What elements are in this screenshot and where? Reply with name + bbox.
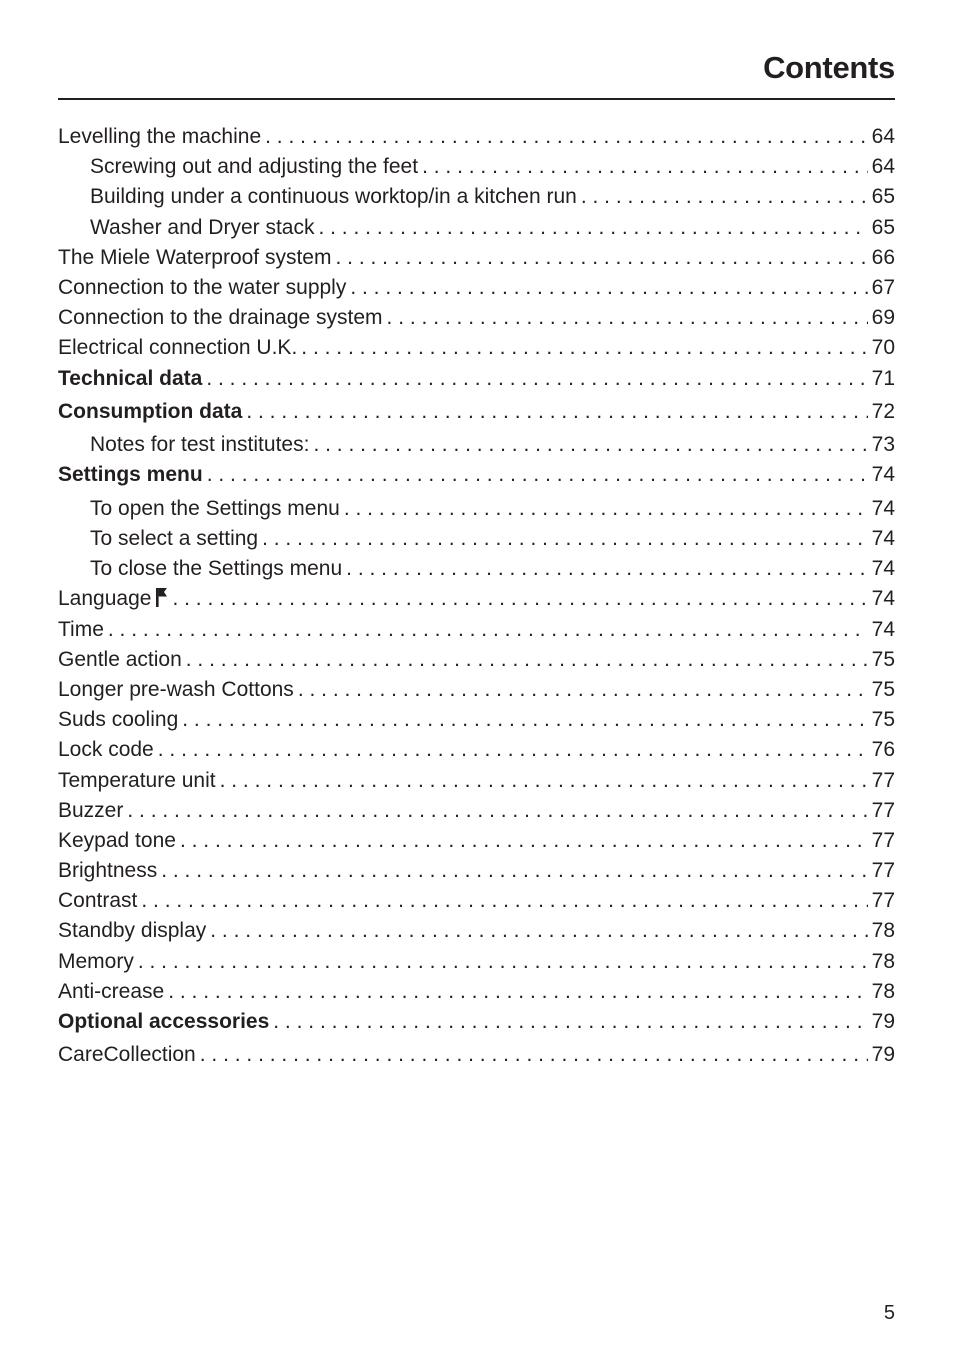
toc-entry-text: Electrical connection U.K. bbox=[58, 336, 298, 360]
toc-leader-dots bbox=[182, 708, 867, 732]
toc-leader-dots bbox=[200, 1043, 868, 1067]
toc-entry-text: Optional accessories bbox=[58, 1010, 270, 1034]
toc-entry-label bbox=[90, 185, 581, 209]
toc-entry-page: 75 bbox=[871, 647, 895, 671]
toc-entry-text: Gentle action bbox=[58, 647, 182, 671]
toc-leader-dots bbox=[344, 497, 868, 521]
toc-entry[interactable] bbox=[58, 889, 895, 919]
toc-entry[interactable] bbox=[58, 980, 895, 1010]
toc-leader-dots bbox=[161, 859, 867, 883]
toc-entry-page: 67 bbox=[871, 275, 895, 299]
toc-entry-page: 74 bbox=[871, 557, 895, 581]
toc-entry-label bbox=[58, 587, 172, 611]
toc-entry-page: 79 bbox=[871, 1010, 895, 1034]
toc-entry-page: 64 bbox=[871, 155, 895, 179]
toc-entry-page: 72 bbox=[871, 399, 895, 423]
toc-leader-dots bbox=[265, 125, 868, 149]
toc-entry-text: Building under a continuous worktop/in a kitchen run bbox=[90, 185, 577, 209]
toc-entry-text: To select a setting bbox=[90, 527, 259, 551]
toc-entry-page: 73 bbox=[871, 433, 895, 457]
toc-entry[interactable] bbox=[58, 769, 895, 799]
toc-entry[interactable] bbox=[58, 155, 895, 185]
toc-leader-dots bbox=[387, 306, 868, 330]
page-number: 5 bbox=[883, 1302, 895, 1324]
toc-entry-page: 75 bbox=[871, 708, 895, 732]
toc-entry-page: 77 bbox=[871, 768, 895, 792]
toc-entry[interactable] bbox=[58, 557, 895, 587]
toc-entry-label bbox=[58, 708, 182, 732]
toc-entry-page: 74 bbox=[871, 617, 895, 641]
toc-entry-text: Longer pre-wash Cottons bbox=[58, 677, 294, 701]
toc-entry-label bbox=[90, 433, 313, 457]
toc-entry[interactable] bbox=[58, 216, 895, 246]
toc-entry-page: 76 bbox=[871, 738, 895, 762]
toc-entry-label bbox=[58, 859, 161, 883]
toc-leader-dots bbox=[318, 216, 867, 240]
toc-entry[interactable] bbox=[58, 336, 895, 366]
table-of-contents bbox=[58, 125, 895, 1074]
toc-entry-page: 77 bbox=[871, 828, 895, 852]
toc-leader-dots bbox=[207, 463, 868, 487]
toc-entry[interactable] bbox=[58, 799, 895, 829]
toc-entry[interactable] bbox=[58, 433, 895, 463]
toc-entry[interactable] bbox=[58, 618, 895, 648]
toc-leader-dots bbox=[108, 618, 868, 642]
toc-leader-dots bbox=[158, 738, 868, 762]
toc-leader-dots bbox=[168, 980, 867, 1004]
toc-entry-text: Connection to the water supply bbox=[58, 275, 347, 299]
toc-entry-label bbox=[58, 336, 301, 360]
toc-entry-text: Standby display bbox=[58, 919, 207, 943]
toc-entry-page: 65 bbox=[871, 185, 895, 209]
toc-entry-text: Keypad tone bbox=[58, 828, 176, 852]
toc-entry-label bbox=[58, 1010, 273, 1034]
toc-entry-page: 79 bbox=[871, 1043, 895, 1067]
toc-leader-dots bbox=[581, 185, 868, 209]
toc-leader-dots bbox=[298, 678, 868, 702]
toc-entry-page: 78 bbox=[871, 949, 895, 973]
toc-entry-text: Consumption data bbox=[58, 399, 243, 423]
toc-entry-label bbox=[58, 919, 210, 943]
toc-entry-label bbox=[90, 557, 346, 581]
toc-entry[interactable] bbox=[58, 587, 895, 617]
toc-entry-text: Settings menu bbox=[58, 463, 203, 487]
toc-entry-label bbox=[58, 618, 108, 642]
toc-entry-label bbox=[58, 678, 298, 702]
toc-entry-page: 78 bbox=[871, 979, 895, 1003]
toc-entry-text: Anti-crease bbox=[58, 979, 165, 1003]
toc-entry[interactable] bbox=[58, 527, 895, 557]
toc-entry-label bbox=[58, 400, 246, 424]
toc-leader-dots bbox=[138, 950, 868, 974]
toc-leader-dots bbox=[141, 889, 867, 913]
toc-entry-label bbox=[58, 799, 127, 823]
toc-entry-label bbox=[58, 246, 335, 270]
toc-entry-label bbox=[58, 1043, 200, 1067]
toc-entry[interactable] bbox=[58, 738, 895, 768]
toc-entry-page: 74 bbox=[871, 496, 895, 520]
toc-entry-text: Buzzer bbox=[58, 798, 124, 822]
toc-entry[interactable] bbox=[58, 1043, 895, 1073]
toc-entry-page: 75 bbox=[871, 677, 895, 701]
toc-entry-text: To close the Settings menu bbox=[90, 557, 343, 581]
toc-entry-text: Lock code bbox=[58, 738, 154, 762]
toc-entry-label bbox=[90, 527, 262, 551]
toc-entry-text: The Miele Waterproof system bbox=[58, 245, 332, 269]
toc-entry-text: Washer and Dryer stack bbox=[90, 215, 315, 239]
toc-leader-dots bbox=[186, 648, 868, 672]
toc-entry[interactable] bbox=[58, 367, 895, 400]
toc-leader-dots bbox=[313, 433, 867, 457]
toc-entry[interactable] bbox=[58, 859, 895, 889]
toc-entry-page: 77 bbox=[871, 889, 895, 913]
toc-entry[interactable] bbox=[58, 829, 895, 859]
toc-entry-label bbox=[58, 980, 168, 1004]
toc-entry-text: To open the Settings menu bbox=[90, 496, 340, 520]
toc-entry-label bbox=[58, 125, 265, 149]
toc-entry-label bbox=[58, 306, 387, 330]
toc-leader-dots bbox=[206, 367, 867, 391]
toc-entry-page: 78 bbox=[871, 919, 895, 943]
toc-leader-dots bbox=[180, 829, 868, 853]
toc-entry-label bbox=[90, 216, 318, 240]
toc-entry-text: Technical data bbox=[58, 366, 203, 390]
toc-entry-text: CareCollection bbox=[58, 1043, 196, 1067]
toc-entry-label bbox=[58, 769, 220, 793]
toc-leader-dots bbox=[422, 155, 868, 179]
toc-entry-page: 71 bbox=[871, 366, 895, 390]
toc-leader-dots bbox=[246, 400, 867, 424]
toc-entry-text: Memory bbox=[58, 949, 134, 973]
toc-entry-page: 77 bbox=[871, 798, 895, 822]
toc-entry-text: Contrast bbox=[58, 889, 138, 913]
toc-entry-page: 77 bbox=[871, 859, 895, 883]
toc-leader-dots bbox=[350, 276, 867, 300]
toc-leader-dots bbox=[335, 246, 867, 270]
toc-entry-text: Time bbox=[58, 617, 104, 641]
toc-entry[interactable] bbox=[58, 678, 895, 708]
toc-entry[interactable] bbox=[58, 185, 895, 215]
toc-leader-dots bbox=[127, 799, 867, 823]
toc-entry-text: Screwing out and adjusting the feet bbox=[90, 155, 419, 179]
toc-leader-dots bbox=[273, 1010, 867, 1034]
toc-entry-label bbox=[58, 648, 186, 672]
toc-leader-dots bbox=[346, 557, 867, 581]
toc-entry-label bbox=[58, 950, 138, 974]
toc-entry[interactable] bbox=[58, 125, 895, 155]
toc-entry-text: Suds cooling bbox=[58, 708, 179, 732]
toc-entry-text: Brightness bbox=[58, 859, 158, 883]
toc-entry-label bbox=[58, 367, 206, 391]
flag-icon bbox=[156, 588, 168, 607]
toc-entry-text: Language bbox=[58, 587, 152, 611]
toc-entry-page: 66 bbox=[871, 245, 895, 269]
toc-leader-dots bbox=[301, 336, 867, 360]
toc-entry-page: 74 bbox=[871, 587, 895, 611]
toc-entry-page: 74 bbox=[871, 527, 895, 551]
toc-leader-dots bbox=[262, 527, 868, 551]
toc-entry-text: Levelling the machine bbox=[58, 125, 262, 148]
toc-entry[interactable] bbox=[58, 306, 895, 336]
toc-entry[interactable] bbox=[58, 400, 895, 433]
toc-entry-page: 64 bbox=[871, 125, 895, 148]
title-rule bbox=[58, 98, 895, 100]
toc-entry[interactable] bbox=[58, 648, 895, 678]
toc-entry-page: 65 bbox=[871, 215, 895, 239]
toc-leader-dots bbox=[172, 587, 867, 611]
toc-entry-page: 70 bbox=[871, 336, 895, 360]
toc-entry[interactable] bbox=[58, 1010, 895, 1043]
page-title: Contents bbox=[763, 50, 895, 85]
toc-entry[interactable] bbox=[58, 276, 895, 306]
toc-entry-page: 69 bbox=[871, 306, 895, 330]
toc-entry-label bbox=[58, 889, 141, 913]
toc-entry-label bbox=[58, 463, 207, 487]
toc-entry[interactable] bbox=[58, 708, 895, 738]
toc-entry[interactable] bbox=[58, 463, 895, 496]
toc-entry-page: 74 bbox=[871, 463, 895, 487]
toc-entry-label bbox=[58, 829, 180, 853]
toc-leader-dots bbox=[210, 919, 867, 943]
toc-entry[interactable] bbox=[58, 919, 895, 949]
toc-entry[interactable] bbox=[58, 246, 895, 276]
toc-leader-dots bbox=[220, 769, 868, 793]
toc-entry[interactable] bbox=[58, 497, 895, 527]
toc-entry-label bbox=[90, 155, 422, 179]
toc-entry[interactable] bbox=[58, 950, 895, 980]
toc-entry-text: Temperature unit bbox=[58, 768, 216, 792]
toc-entry-text: Connection to the drainage system bbox=[58, 306, 383, 330]
toc-entry-label bbox=[90, 497, 344, 521]
toc-entry-label bbox=[58, 276, 350, 300]
toc-entry-label bbox=[58, 738, 158, 762]
toc-entry-text: Notes for test institutes: bbox=[90, 433, 310, 457]
